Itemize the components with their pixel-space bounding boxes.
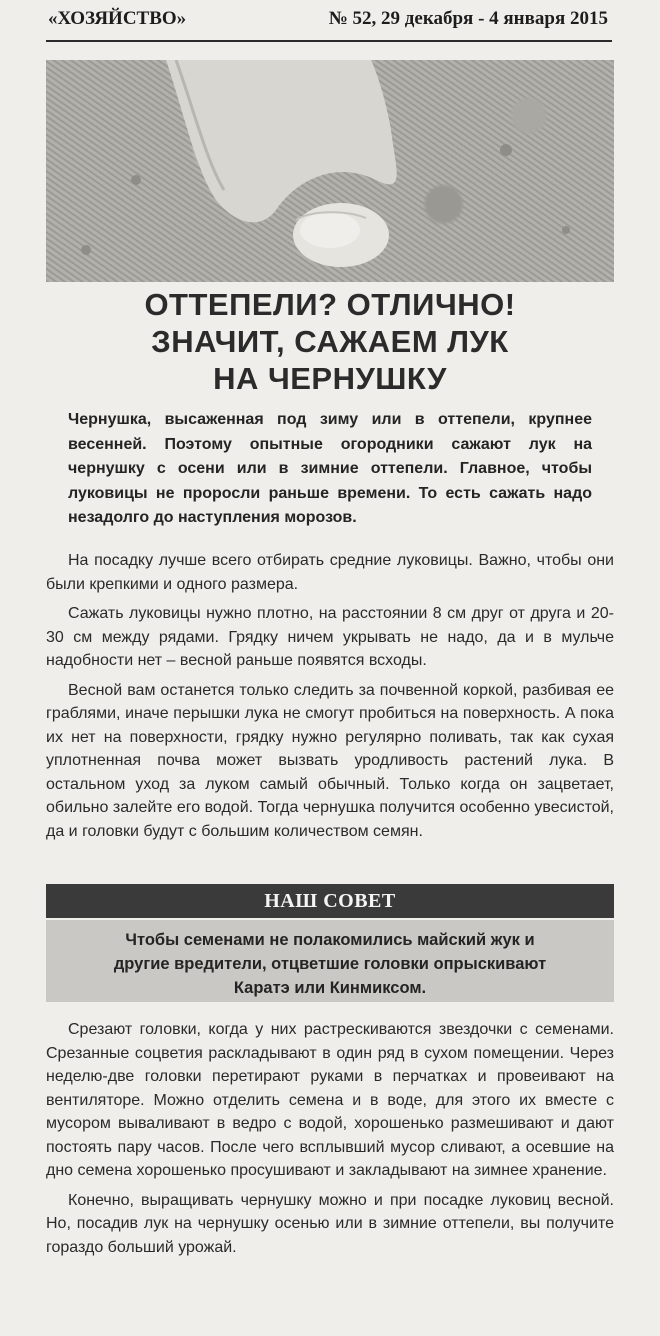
article-body [46,549,614,849]
title-line: ЗНАЧИТ, САЖАЕМ ЛУК [151,324,509,359]
body-paragraph: На посадку лучше всего отбирать средние луковицы. Важно, чтобы они были крепкими и одного размера. [46,552,614,593]
body-paragraph: Весной вам останется только следить за почвенной коркой, разбивая ее граблями, иначе перышки лука не смогут пробиться на поверхность. А пока их нет на поверхности, грядку нужно регулярно поливать, так как сухая уплотненная почва может вызвать уродливость растений лука. В остальном уход за луком самый обычный. Только когда он зацветает, обильно залейте его водой. Тогда чернушка получится особенно увесистой, да и головки будут с большим количеством семян. [46,681,614,840]
article-lead: Чернушка, высаженная под зиму или в оттепели, крупнее весенней. Поэтому опытные огородники сажают лук на чернушку с осени или в зимние оттепели. Главное, чтобы луковицы не проросли раньше времени. То есть сажать надо незадолго до наступления морозов. [68,411,592,526]
title-line: ОТТЕПЕЛИ? ОТЛИЧНО! [144,287,516,322]
tip-text: Чтобы семенами не полакомились майский жук и другие вредители, отцветшие головки опрыскивают Каратэ или Кинмиксом. [113,931,547,997]
body-paragraph: Сажать луковицы нужно плотно, на расстоянии 8 см друг от друга и 20-30 см между рядами. Грядку ничем укрывать не надо, да и в мульче надобности нет – весной раньше появятся всходы. [46,605,614,669]
masthead [46,4,612,42]
title-line: НА ЧЕРНУШКУ [213,361,447,396]
article-title [46,286,614,397]
article-body-continued [46,1018,614,1265]
issue-info: № 52, 29 декабря - 4 января 2015 [328,8,608,29]
article-photo [46,60,614,282]
body-paragraph: Срезают головки, когда у них растрескиваются звездочки с семенами. Срезанные соцветия раскладывают в один ряд в сухом помещении. Через неделю-две головки перетирают руками в перчатках и провеивают на вентиляторе. Можно отделить семена и в воде, для этого их вместе с мусором вываливают в ведро с водой, хорошенько размешивают и дают постоять пару часов. После чего всплывший мусор сливают, а осевшие на дно семена хорошенько просушивают и закладывают на зимнее хранение. [46,1021,614,1179]
body-paragraph: Конечно, выращивать чернушку можно и при посадке луковиц весной. Но, посадив лук на чернушку осенью или в зимние оттепели, вы получите гораздо больший урожай. [46,1191,614,1256]
hand-planting-onion-image [46,60,614,282]
publication-name: «ХОЗЯЙСТВО» [48,8,187,29]
tip-box [46,920,614,1002]
tip-header: НАШ СОВЕТ [46,884,614,918]
